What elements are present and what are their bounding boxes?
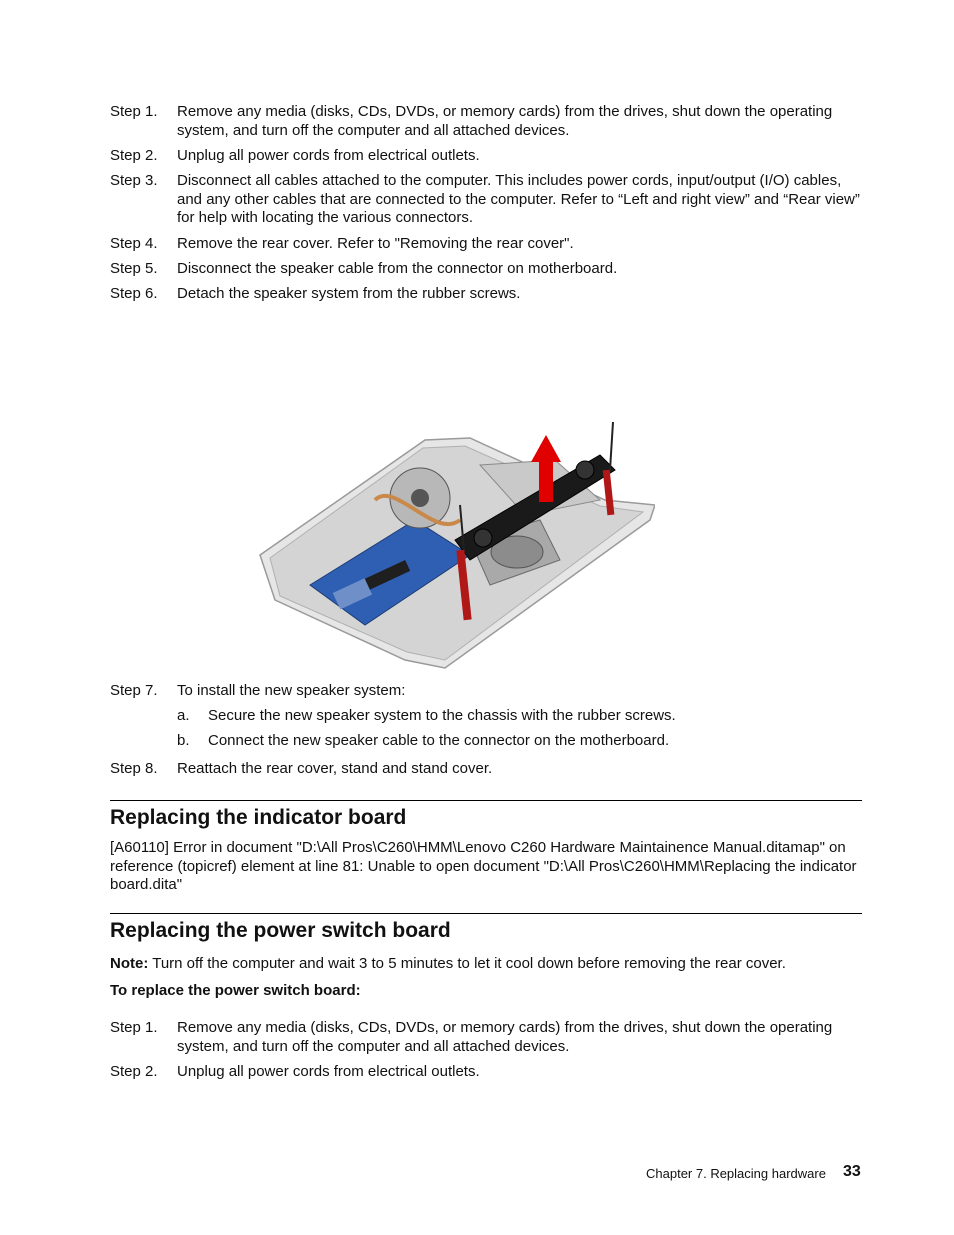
substep-letter: a.	[177, 707, 190, 724]
substep-text: Secure the new speaker system to the chassis with the rubber screws.	[208, 707, 676, 724]
step-number: Step 1.	[110, 103, 158, 120]
section-divider	[110, 913, 862, 914]
speaker-removal-illustration	[255, 420, 655, 670]
step-number: Step 6.	[110, 285, 158, 302]
lift-arrow-head	[531, 435, 561, 462]
lift-arrow-shaft	[539, 460, 553, 502]
section-title-power-switch-board: Replacing the power switch board	[110, 919, 451, 942]
note-paragraph	[110, 955, 862, 974]
substep-letter: b.	[177, 732, 190, 749]
step-number: Step 5.	[110, 260, 158, 277]
step-number: Step 1.	[110, 1019, 158, 1036]
section-title-indicator-board: Replacing the indicator board	[110, 806, 407, 829]
step-number: Step 8.	[110, 760, 158, 777]
procedure-heading: To replace the power switch board:	[110, 982, 361, 999]
step-text: Unplug all power cords from electrical outlets.	[177, 147, 480, 164]
step-number: Step 2.	[110, 1063, 158, 1080]
step-text: Remove any media (disks, CDs, DVDs, or memory cards) from the drives, shut down the operating system, and turn off the computer and all attached devices.	[177, 1019, 833, 1055]
step-text: Disconnect all cables attached to the computer. This includes power cords, input/output (I/O) cables, and any other cables that are connected to the computer. Refer to “Left and right view” and “Rear view” for help with locating the various connectors.	[177, 172, 860, 226]
page-number: 33	[843, 1163, 861, 1180]
step-text: Disconnect the speaker cable from the connector on motherboard.	[177, 260, 618, 277]
step-number: Step 3.	[110, 172, 158, 189]
note-label: Note:	[110, 955, 149, 972]
step-number: Step 4.	[110, 235, 158, 252]
step-text: Detach the speaker system from the rubber screws.	[177, 285, 521, 302]
footer-chapter: Chapter 7. Replacing hardware	[646, 1166, 826, 1181]
step-text: Remove the rear cover. Refer to "Removing the rear cover".	[177, 235, 574, 252]
step-number: Step 2.	[110, 147, 158, 164]
substep-text: Connect the new speaker cable to the connector on the motherboard.	[208, 732, 670, 749]
step-text: Reattach the rear cover, stand and stand cover.	[177, 760, 493, 777]
step-text: To install the new speaker system:	[177, 682, 406, 699]
error-message-paragraph: [A60110] Error in document "D:\All Pros\C260\HMM\Lenovo C260 Hardware Maintainence Manual.ditamap" on reference (topicref) element at line 81: Unable to open document "D:\All Pros\C260\HMM\Replacing the indicator board.dita"	[110, 839, 857, 893]
note-text: Turn off the computer and wait 3 to 5 minutes to let it cool down before removing the rear cover.	[148, 955, 786, 972]
step-number: Step 7.	[110, 682, 158, 699]
step-text: Unplug all power cords from electrical outlets.	[177, 1063, 480, 1080]
step-text: Remove any media (disks, CDs, DVDs, or memory cards) from the drives, shut down the operating system, and turn off the computer and all attached devices.	[177, 103, 833, 139]
section-divider	[110, 800, 862, 801]
